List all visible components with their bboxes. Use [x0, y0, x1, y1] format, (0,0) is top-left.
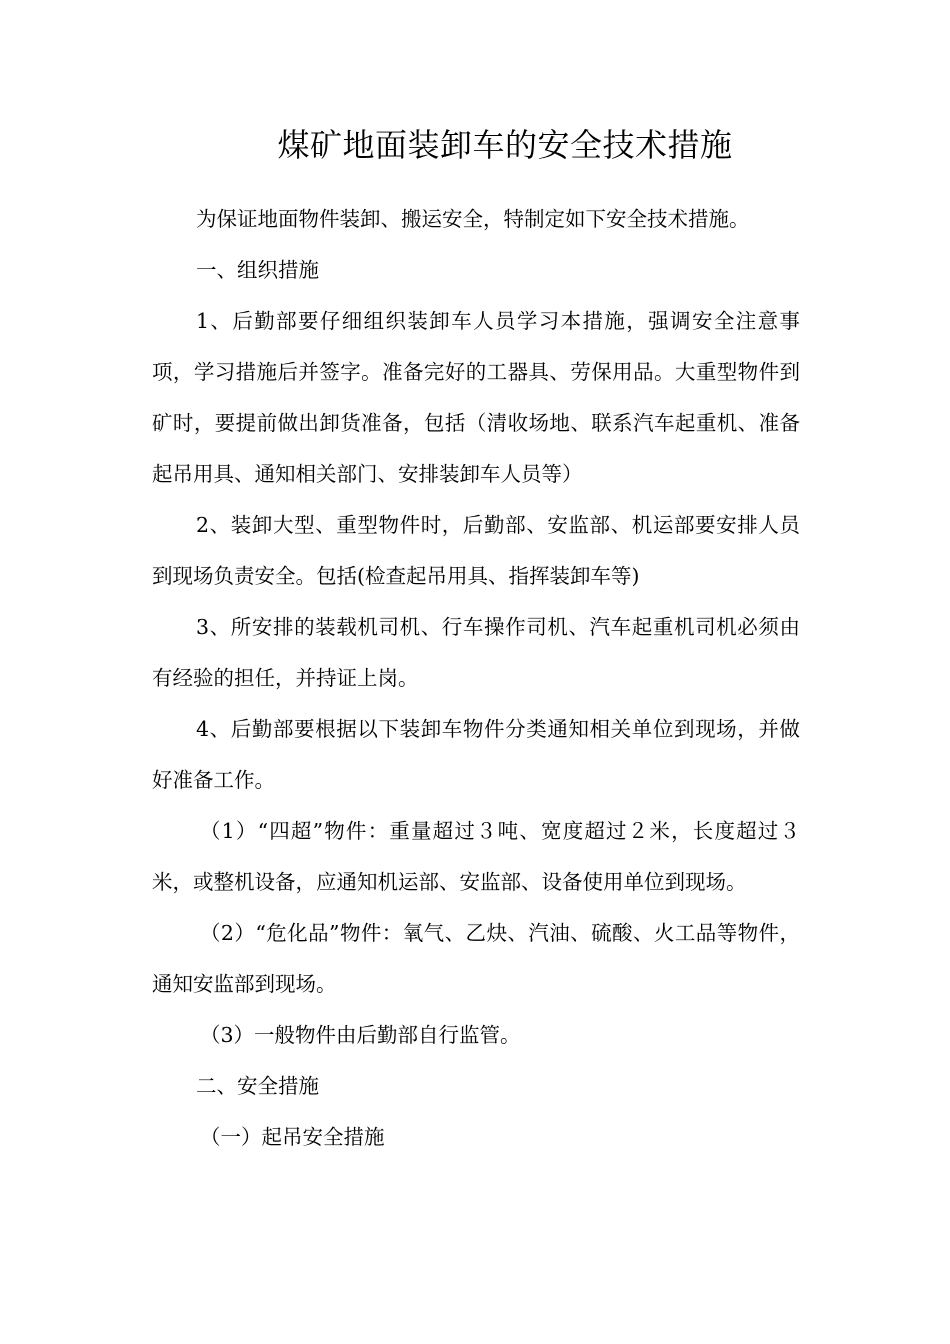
organization-item-3: 3、所安排的装载机司机、行车操作司机、汽车起重机司机必须由有经验的担任，并持证上岗。 [152, 615, 800, 690]
category-item-1: （1）“四超”物件：重量超过３吨、宽度超过２米，长度超过３米，或整机设备，应通知机运部、安监部、设备使用单位到现场。 [152, 819, 800, 894]
intro-paragraph: 为保证地面物件装卸、搬运安全，特制定如下安全技术措施。 [196, 207, 750, 231]
document-body [152, 194, 800, 1163]
organization-item-2: 2、装卸大型、重型物件时，后勤部、安监部、机运部要安排人员到现场负责安全。包括(检查起吊用具、指挥装卸车等) [152, 513, 800, 588]
organization-item-4: 4、后勤部要根据以下装卸车物件分类通知相关单位到现场，并做好准备工作。 [152, 717, 800, 792]
category-item-3: （3）一般物件由后勤部自行监管。 [200, 1023, 521, 1047]
document-title: 煤矿地面装卸车的安全技术措施 [277, 126, 733, 164]
section-heading-safety: 二、安全措施 [196, 1074, 319, 1098]
organization-item-1: 1、后勤部要仔细组织装卸车人员学习本措施，强调安全注意事项，学习措施后并签字。准备完好的工器具、劳保用品。大重型物件到矿时，要提前做出卸货准备，包括（清收场地、联系汽车起重机、准备起吊用具、通知相关部门、安排装卸车人员等） [152, 309, 800, 486]
section-heading-organization: 一、组织措施 [196, 258, 319, 282]
subsection-heading-lifting: （一）起吊安全措施 [200, 1125, 385, 1149]
category-item-2: （2）“危化品”物件：氧气、乙炔、汽油、硫酸、火工品等物件，通知安监部到现场。 [152, 921, 800, 996]
